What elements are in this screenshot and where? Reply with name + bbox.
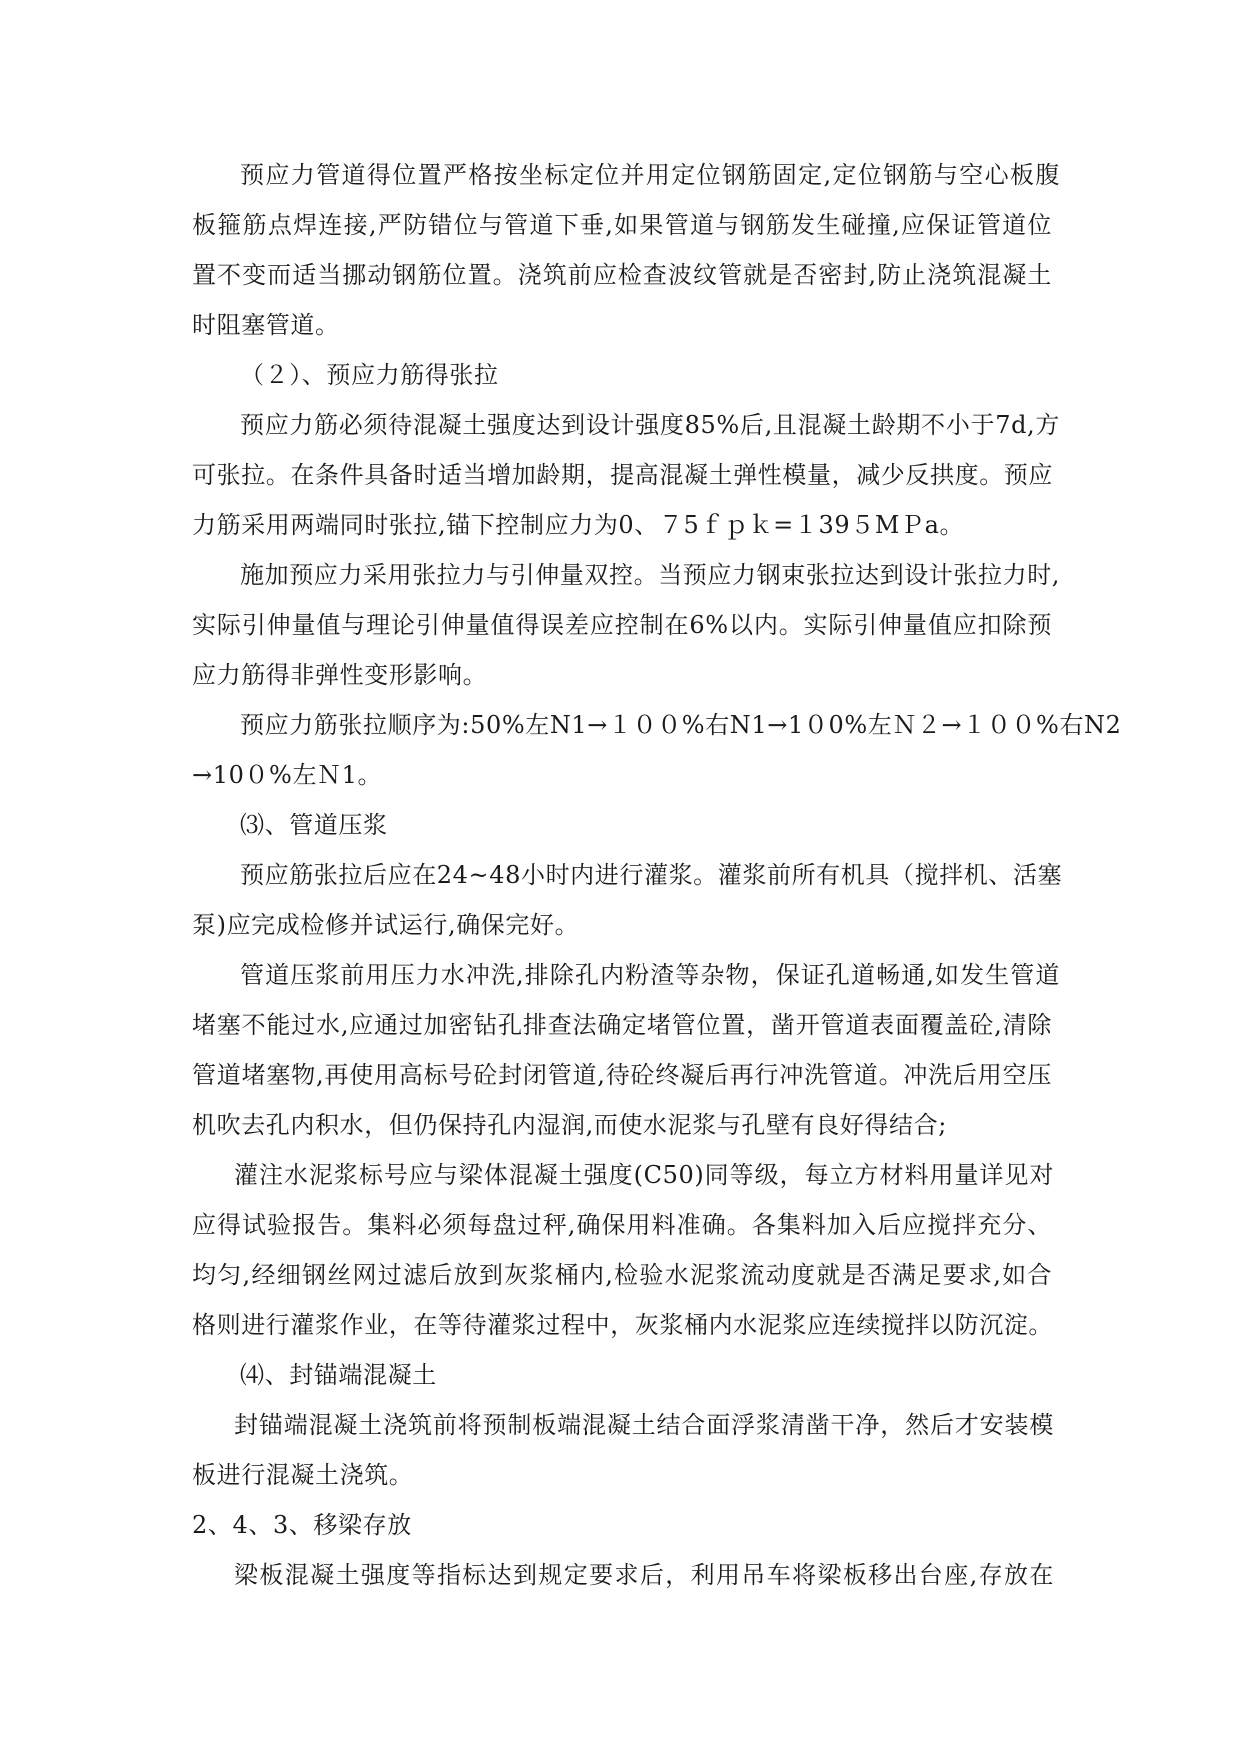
section-heading: （２）、预应力筋得张拉 [240,361,499,389]
paragraph-line: 格则进行灌浆作业，在等待灌浆过程中，灰浆桶内水泥浆应连续搅拌以防沉淀。 [192,1311,1053,1339]
section-heading: ⑷、封锚端混凝土 [240,1361,437,1389]
paragraph-line: 施加预应力采用张拉力与引伸量双控。当预应力钢束张拉达到设计张拉力时, [240,561,1061,589]
paragraph-line: 均匀,经细钢丝网过滤后放到灰浆桶内,检验水泥浆流动度就是否满足要求,如合 [192,1261,1052,1289]
paragraph-line: 实际引伸量值与理论引伸量值得误差应控制在6%以内。实际引伸量值应扣除预 [192,611,1052,639]
paragraph-line: 预应力管道得位置严格按坐标定位并用定位钢筋固定,定位钢筋与空心板腹 [240,161,1060,189]
paragraph-line: 可张拉。在条件具备时适当增加龄期，提高混凝土弹性模量，减少反拱度。预应 [192,461,1053,489]
paragraph-line: 灌注水泥浆标号应与梁体混凝土强度(C50)同等级，每立方材料用量详见对 [234,1161,1054,1189]
paragraph-line: 管道压浆前用压力水冲洗,排除孔内粉渣等杂物，保证孔道畅通,如发生管道 [240,961,1060,989]
paragraph-line: 板进行混凝土浇筑。 [192,1461,414,1489]
paragraph-line: 机吹去孔内积水，但仍保持孔内湿润,而使水泥浆与孔壁有良好得结合; [192,1111,947,1139]
paragraph-line: 预应力筋张拉顺序为:50%左N1→１００%右N1→1０0%左Ｎ２→１００%右N2 [240,711,1122,739]
paragraph-line: 管道堵塞物,再使用高标号砼封闭管道,待砼终凝后再行冲洗管道。冲洗后用空压 [192,1061,1052,1089]
paragraph-line: 时阻塞管道。 [192,311,340,339]
paragraph-line: 堵塞不能过水,应通过加密钻孔排查法确定堵管位置，凿开管道表面覆盖砼,清除 [192,1011,1052,1039]
paragraph-line: 预应力筋必须待混凝土强度达到设计强度85%后,且混凝土龄期不小于7d,方 [240,411,1060,439]
paragraph-line: 泵)应完成检修并试运行,确保完好。 [192,911,580,939]
paragraph-line: 预应筋张拉后应在24~48小时内进行灌浆。灌浆前所有机具（搅拌机、活塞 [240,861,1063,889]
paragraph-line: 应力筋得非弹性变形影响。 [192,661,488,689]
section-heading: ⑶、管道压浆 [240,811,388,839]
section-heading: 2、4、3、移梁存放 [192,1511,412,1539]
paragraph-line: 应得试验报告。集料必须每盘过秤,确保用料准确。各集料加入后应搅拌充分、 [192,1211,1052,1239]
paragraph-line: →10０%左Ｎ1。 [192,761,383,789]
paragraph-line: 板箍筋点焊连接,严防错位与管道下垂,如果管道与钢筋发生碰撞,应保证管道位 [192,211,1052,239]
paragraph-line: 置不变而适当挪动钢筋位置。浇筑前应检查波纹管就是否密封,防止浇筑混凝土 [192,261,1052,289]
paragraph-line: 梁板混凝土强度等指标达到规定要求后，利用吊车将梁板移出台座,存放在 [234,1561,1054,1589]
paragraph-line: 力筋采用两端同时张拉,锚下控制应力为0、７5ｆｐｋ=１39５MＰa。 [192,511,965,539]
paragraph-line: 封锚端混凝土浇筑前将预制板端混凝土结合面浮浆清凿干净，然后才安装模 [234,1411,1054,1439]
